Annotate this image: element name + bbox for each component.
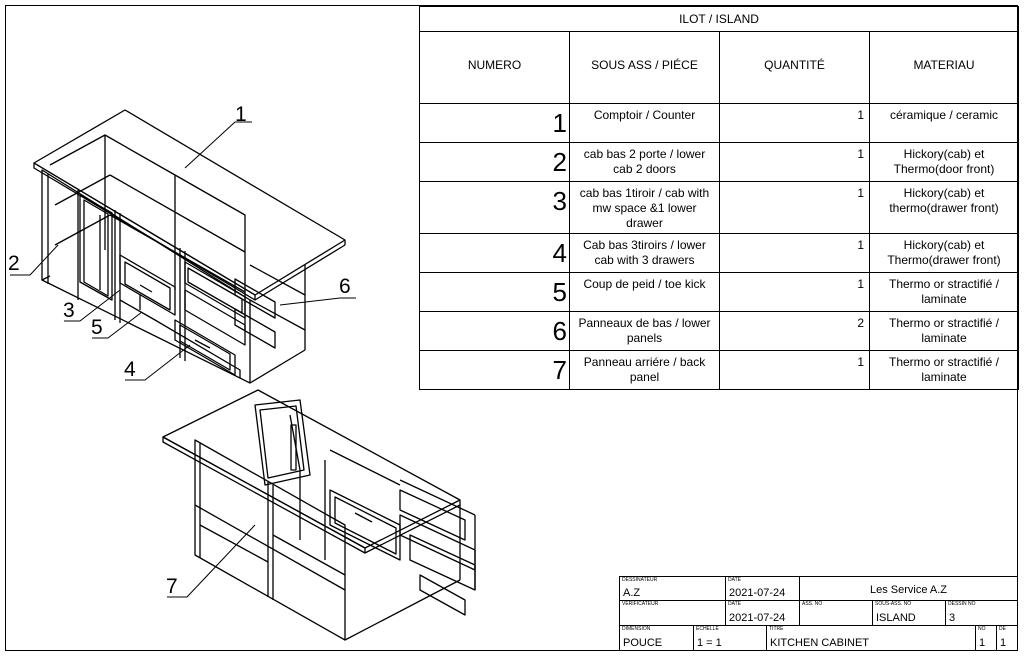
- checker-cell: [619, 600, 726, 626]
- callout-4: 4: [124, 358, 136, 381]
- table-row: [420, 312, 1019, 351]
- date1-label: DATE: [728, 577, 741, 583]
- date2-label: DATE: [728, 601, 741, 607]
- assembly-number-label: ASS. NO: [802, 601, 823, 607]
- row-material: Thermo or stractifié / laminate: [870, 312, 1019, 351]
- sheet-number-cell: [975, 625, 997, 651]
- table-row: [420, 104, 1019, 143]
- row-part: Panneaux de bas / lower panels: [570, 312, 720, 351]
- callout-5: 5: [91, 316, 103, 339]
- subassembly-cell: [872, 600, 946, 626]
- row-material: Hickory(cab) et Thermo(drawer front): [870, 234, 1019, 273]
- callout-6: 6: [339, 275, 351, 298]
- row-quantity: 1: [720, 143, 870, 182]
- sheet-total-cell: [996, 625, 1018, 651]
- date1-value: 2021-07-24: [729, 587, 786, 599]
- row-material: Thermo or stractifié / laminate: [870, 273, 1019, 312]
- row-material: Hickory(cab) et thermo(drawer front): [870, 182, 1019, 234]
- row-quantity: 2: [720, 312, 870, 351]
- callout-1: 1: [235, 103, 247, 126]
- row-material: Thermo or stractifié / laminate: [870, 351, 1019, 390]
- company-cell: [799, 576, 1018, 601]
- drawing-title-label: TITRE: [769, 626, 784, 632]
- row-part: Coup de peid / toe kick: [570, 273, 720, 312]
- table-row: [420, 273, 1019, 312]
- row-number: 1: [420, 104, 570, 143]
- sheet-number-label: NO: [978, 626, 986, 632]
- bill-of-materials-table: [419, 6, 1019, 390]
- header-part: SOUS ASS / PIÉCE: [570, 32, 720, 104]
- title-block: [619, 576, 1018, 651]
- row-quantity: 1: [720, 273, 870, 312]
- drafter-value: A.Z: [623, 587, 641, 599]
- subassembly-value: ISLAND: [876, 612, 916, 624]
- row-part: Cab bas 3tiroirs / lower cab with 3 drawers: [570, 234, 720, 273]
- dimension-value: POUCE: [623, 637, 663, 649]
- drafter-cell: [619, 576, 726, 601]
- row-quantity: 1: [720, 182, 870, 234]
- row-number: 5: [420, 273, 570, 312]
- table-row: [420, 182, 1019, 234]
- sheet-total-label: DE: [999, 626, 1006, 632]
- row-number: 2: [420, 143, 570, 182]
- table-row: [420, 143, 1019, 182]
- callout-3: 3: [63, 299, 75, 322]
- header-quantity: QUANTITÉ: [720, 32, 870, 104]
- drawing-title-cell: [766, 625, 976, 651]
- cabinet-view-front: [34, 110, 345, 383]
- header-numero: NUMERO: [420, 32, 570, 104]
- drawing-number-label: DESSIN NO: [948, 601, 976, 607]
- row-quantity: 1: [720, 104, 870, 143]
- drawing-title-value: KITCHEN CABINET: [770, 637, 870, 649]
- checker-label: VERIFICATEUR: [622, 601, 659, 607]
- row-quantity: 1: [720, 234, 870, 273]
- row-part: cab bas 1tiroir / cab with mw space &1 lower drawer: [570, 182, 720, 234]
- table-row: [420, 234, 1019, 273]
- drafter-label: DESSINATEUR: [622, 577, 658, 583]
- scale-cell: [693, 625, 767, 651]
- row-part: Panneau arriére / back panel: [570, 351, 720, 390]
- callout-leaders: [10, 122, 356, 597]
- date1-cell: [725, 576, 800, 601]
- row-quantity: 1: [720, 351, 870, 390]
- callout-2: 2: [8, 252, 20, 275]
- row-material: Hickory(cab) et Thermo(door front): [870, 143, 1019, 182]
- sheet-total-value: 1: [1000, 637, 1007, 649]
- dimension-cell: [619, 625, 694, 651]
- date2-cell: [725, 600, 800, 626]
- row-number: 7: [420, 351, 570, 390]
- table-row: [420, 351, 1019, 390]
- company-name: Les Service A.Z: [869, 584, 948, 596]
- row-number: 6: [420, 312, 570, 351]
- header-material: MATERIAU: [870, 32, 1019, 104]
- bom-title: ILOT / ISLAND: [420, 7, 1019, 32]
- drawing-number-value: 3: [949, 612, 956, 624]
- row-part: cab bas 2 porte / lower cab 2 doors: [570, 143, 720, 182]
- dimension-label: DIMENSION: [622, 626, 651, 632]
- subassembly-label: SOUS-ASS. NO: [875, 601, 912, 607]
- cabinet-view-back: [163, 390, 475, 640]
- drawing-number-cell: [945, 600, 1018, 626]
- date2-value: 2021-07-24: [729, 612, 786, 624]
- scale-label: ECHELLE: [696, 626, 719, 632]
- scale-value: 1 = 1: [697, 637, 722, 649]
- row-material: céramique / ceramic: [870, 104, 1019, 143]
- row-number: 3: [420, 182, 570, 234]
- assembly-number-cell: [799, 600, 873, 626]
- callout-7: 7: [166, 575, 178, 598]
- row-number: 4: [420, 234, 570, 273]
- sheet-number-value: 1: [979, 637, 986, 649]
- row-part: Comptoir / Counter: [570, 104, 720, 143]
